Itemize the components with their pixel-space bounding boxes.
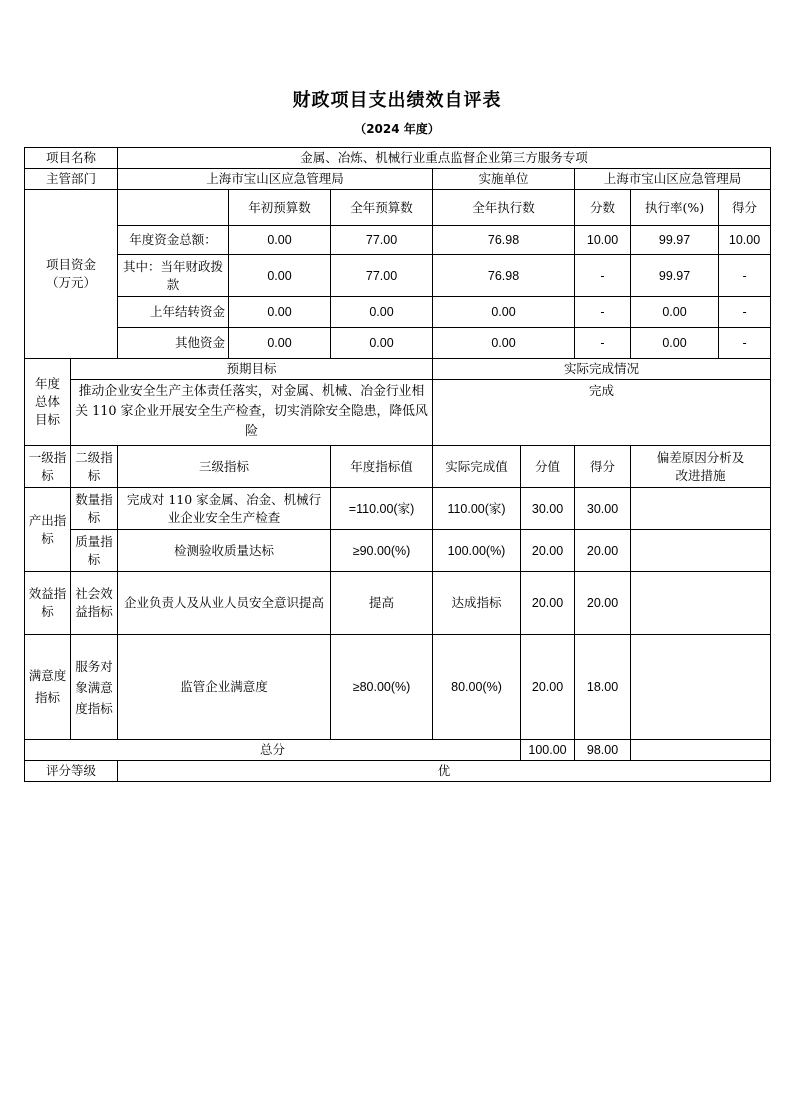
indicator-target: ≥80.00(%) — [331, 635, 433, 740]
funds-row-label: 年度资金总额： — [118, 226, 229, 255]
indicator-header-cell: 分值 — [521, 446, 575, 488]
funds-header-cell: 全年预算数 — [331, 190, 433, 226]
indicator-note — [631, 530, 771, 572]
indicator-level2: 社会效益指标 — [71, 572, 118, 635]
funds-header-cell: 全年执行数 — [433, 190, 575, 226]
project-name-label: 项目名称 — [25, 148, 118, 169]
project-name-row — [25, 148, 771, 169]
indicator-header-cell: 一级指标 — [25, 446, 71, 488]
goals-expected-header: 预期目标 — [71, 359, 433, 380]
funds-header-cell: 执行率(%) — [631, 190, 719, 226]
funds-cell: 0.00 — [631, 297, 719, 328]
funds-cell: 10.00 — [719, 226, 771, 255]
funds-cell: 99.97 — [631, 255, 719, 297]
indicator-note — [631, 572, 771, 635]
goals-content-row — [25, 380, 771, 446]
funds-row — [25, 297, 771, 328]
funds-cell: 0.00 — [229, 255, 331, 297]
goals-actual-header: 实际完成情况 — [433, 359, 771, 380]
funds-cell: 0.00 — [331, 328, 433, 359]
evaluation-table — [24, 147, 771, 782]
indicator-actual: 80.00(%) — [433, 635, 521, 740]
indicator-score: 30.00 — [575, 488, 631, 530]
funds-cell: 0.00 — [229, 297, 331, 328]
goals-expected-text: 推动企业安全生产主体责任落实，对金属、机械、冶金行业相关 110 家企业开展安全生产检查，切实消除安全隐患，降低风险 — [71, 380, 433, 446]
indicator-score: 20.00 — [575, 530, 631, 572]
funds-header-cell: 分数 — [575, 190, 631, 226]
funds-cell: - — [575, 255, 631, 297]
indicator-actual: 110.00(家) — [433, 488, 521, 530]
funds-cell: - — [575, 328, 631, 359]
total-weight: 100.00 — [521, 740, 575, 761]
funds-cell: 77.00 — [331, 226, 433, 255]
funds-cell: - — [719, 297, 771, 328]
funds-cell: 76.98 — [433, 226, 575, 255]
funds-header-blank — [118, 190, 229, 226]
indicator-actual: 100.00(%) — [433, 530, 521, 572]
indicator-target: ≥90.00(%) — [331, 530, 433, 572]
indicator-header-row — [25, 446, 771, 488]
page-title: 财政项目支出绩效自评表 — [292, 90, 502, 111]
project-name-value: 金属、冶炼、机械行业重点监督企业第三方服务专项 — [118, 148, 771, 169]
funds-cell: 77.00 — [331, 255, 433, 297]
indicator-header-cell: 得分 — [575, 446, 631, 488]
funds-cell: 10.00 — [575, 226, 631, 255]
unit-value: 上海市宝山区应急管理局 — [575, 169, 771, 190]
dept-value: 上海市宝山区应急管理局 — [118, 169, 433, 190]
year-subtitle: （2024 年度） — [354, 122, 440, 136]
indicator-level3: 企业负责人及从业人员安全意识提高 — [118, 572, 331, 635]
indicator-target: =110.00(家) — [331, 488, 433, 530]
indicator-level3: 监管企业满意度 — [118, 635, 331, 740]
funds-row-label: 其中：当年财政拨款 — [118, 255, 229, 297]
goals-actual-text: 完成 — [433, 380, 771, 446]
funds-cell: 0.00 — [433, 297, 575, 328]
funds-row — [25, 226, 771, 255]
indicator-actual: 达成指标 — [433, 572, 521, 635]
funds-header-cell: 得分 — [719, 190, 771, 226]
total-label: 总分 — [25, 740, 521, 761]
indicator-weight: 20.00 — [521, 635, 575, 740]
indicator-level1: 效益指标 — [25, 572, 71, 635]
rating-value: 优 — [118, 761, 771, 782]
funds-header-cell: 年初预算数 — [229, 190, 331, 226]
funds-cell: 0.00 — [331, 297, 433, 328]
total-row — [25, 740, 771, 761]
indicator-row — [25, 572, 771, 635]
indicator-row — [25, 635, 771, 740]
funds-cell: 99.97 — [631, 226, 719, 255]
indicator-level1: 满意度指标 — [25, 635, 71, 740]
funds-header-row — [25, 190, 771, 226]
funds-row-label: 其他资金 — [118, 328, 229, 359]
indicator-header-cell: 二级指标 — [71, 446, 118, 488]
indicator-level1: 产出指标 — [25, 488, 71, 572]
indicator-header-cell: 实际完成值 — [433, 446, 521, 488]
funds-cell: - — [719, 328, 771, 359]
rating-label: 评分等级 — [25, 761, 118, 782]
unit-label: 实施单位 — [433, 169, 575, 190]
dept-label: 主管部门 — [25, 169, 118, 190]
indicator-weight: 30.00 — [521, 488, 575, 530]
department-row — [25, 169, 771, 190]
funds-cell: - — [719, 255, 771, 297]
indicator-level2: 服务对象满意度指标 — [71, 635, 118, 740]
indicator-weight: 20.00 — [521, 572, 575, 635]
funds-cell: 0.00 — [229, 328, 331, 359]
total-note — [631, 740, 771, 761]
indicator-level2: 质量指标 — [71, 530, 118, 572]
indicator-level3: 完成对 110 家金属、冶金、机械行业企业安全生产检查 — [118, 488, 331, 530]
funds-row — [25, 328, 771, 359]
indicator-note — [631, 488, 771, 530]
rating-row — [25, 761, 771, 782]
indicator-weight: 20.00 — [521, 530, 575, 572]
indicator-level2: 数量指标 — [71, 488, 118, 530]
indicator-target: 提高 — [331, 572, 433, 635]
total-score: 98.00 — [575, 740, 631, 761]
indicator-row — [25, 530, 771, 572]
indicator-level3: 检测验收质量达标 — [118, 530, 331, 572]
indicator-header-cell: 偏差原因分析及改进措施 — [631, 446, 771, 488]
indicator-score: 20.00 — [575, 572, 631, 635]
funds-cell: 0.00 — [433, 328, 575, 359]
goals-label: 年度总体目标 — [25, 359, 71, 446]
funds-cell: 76.98 — [433, 255, 575, 297]
indicator-header-cell: 年度指标值 — [331, 446, 433, 488]
funds-cell: 0.00 — [229, 226, 331, 255]
funds-label: 项目资金（万元） — [25, 190, 118, 359]
funds-cell: - — [575, 297, 631, 328]
funds-row-label: 上年结转资金 — [118, 297, 229, 328]
indicator-note — [631, 635, 771, 740]
indicator-score: 18.00 — [575, 635, 631, 740]
funds-row — [25, 255, 771, 297]
funds-cell: 0.00 — [631, 328, 719, 359]
indicator-header-cell: 三级指标 — [118, 446, 331, 488]
goals-header-row — [25, 359, 771, 380]
indicator-row — [25, 488, 771, 530]
